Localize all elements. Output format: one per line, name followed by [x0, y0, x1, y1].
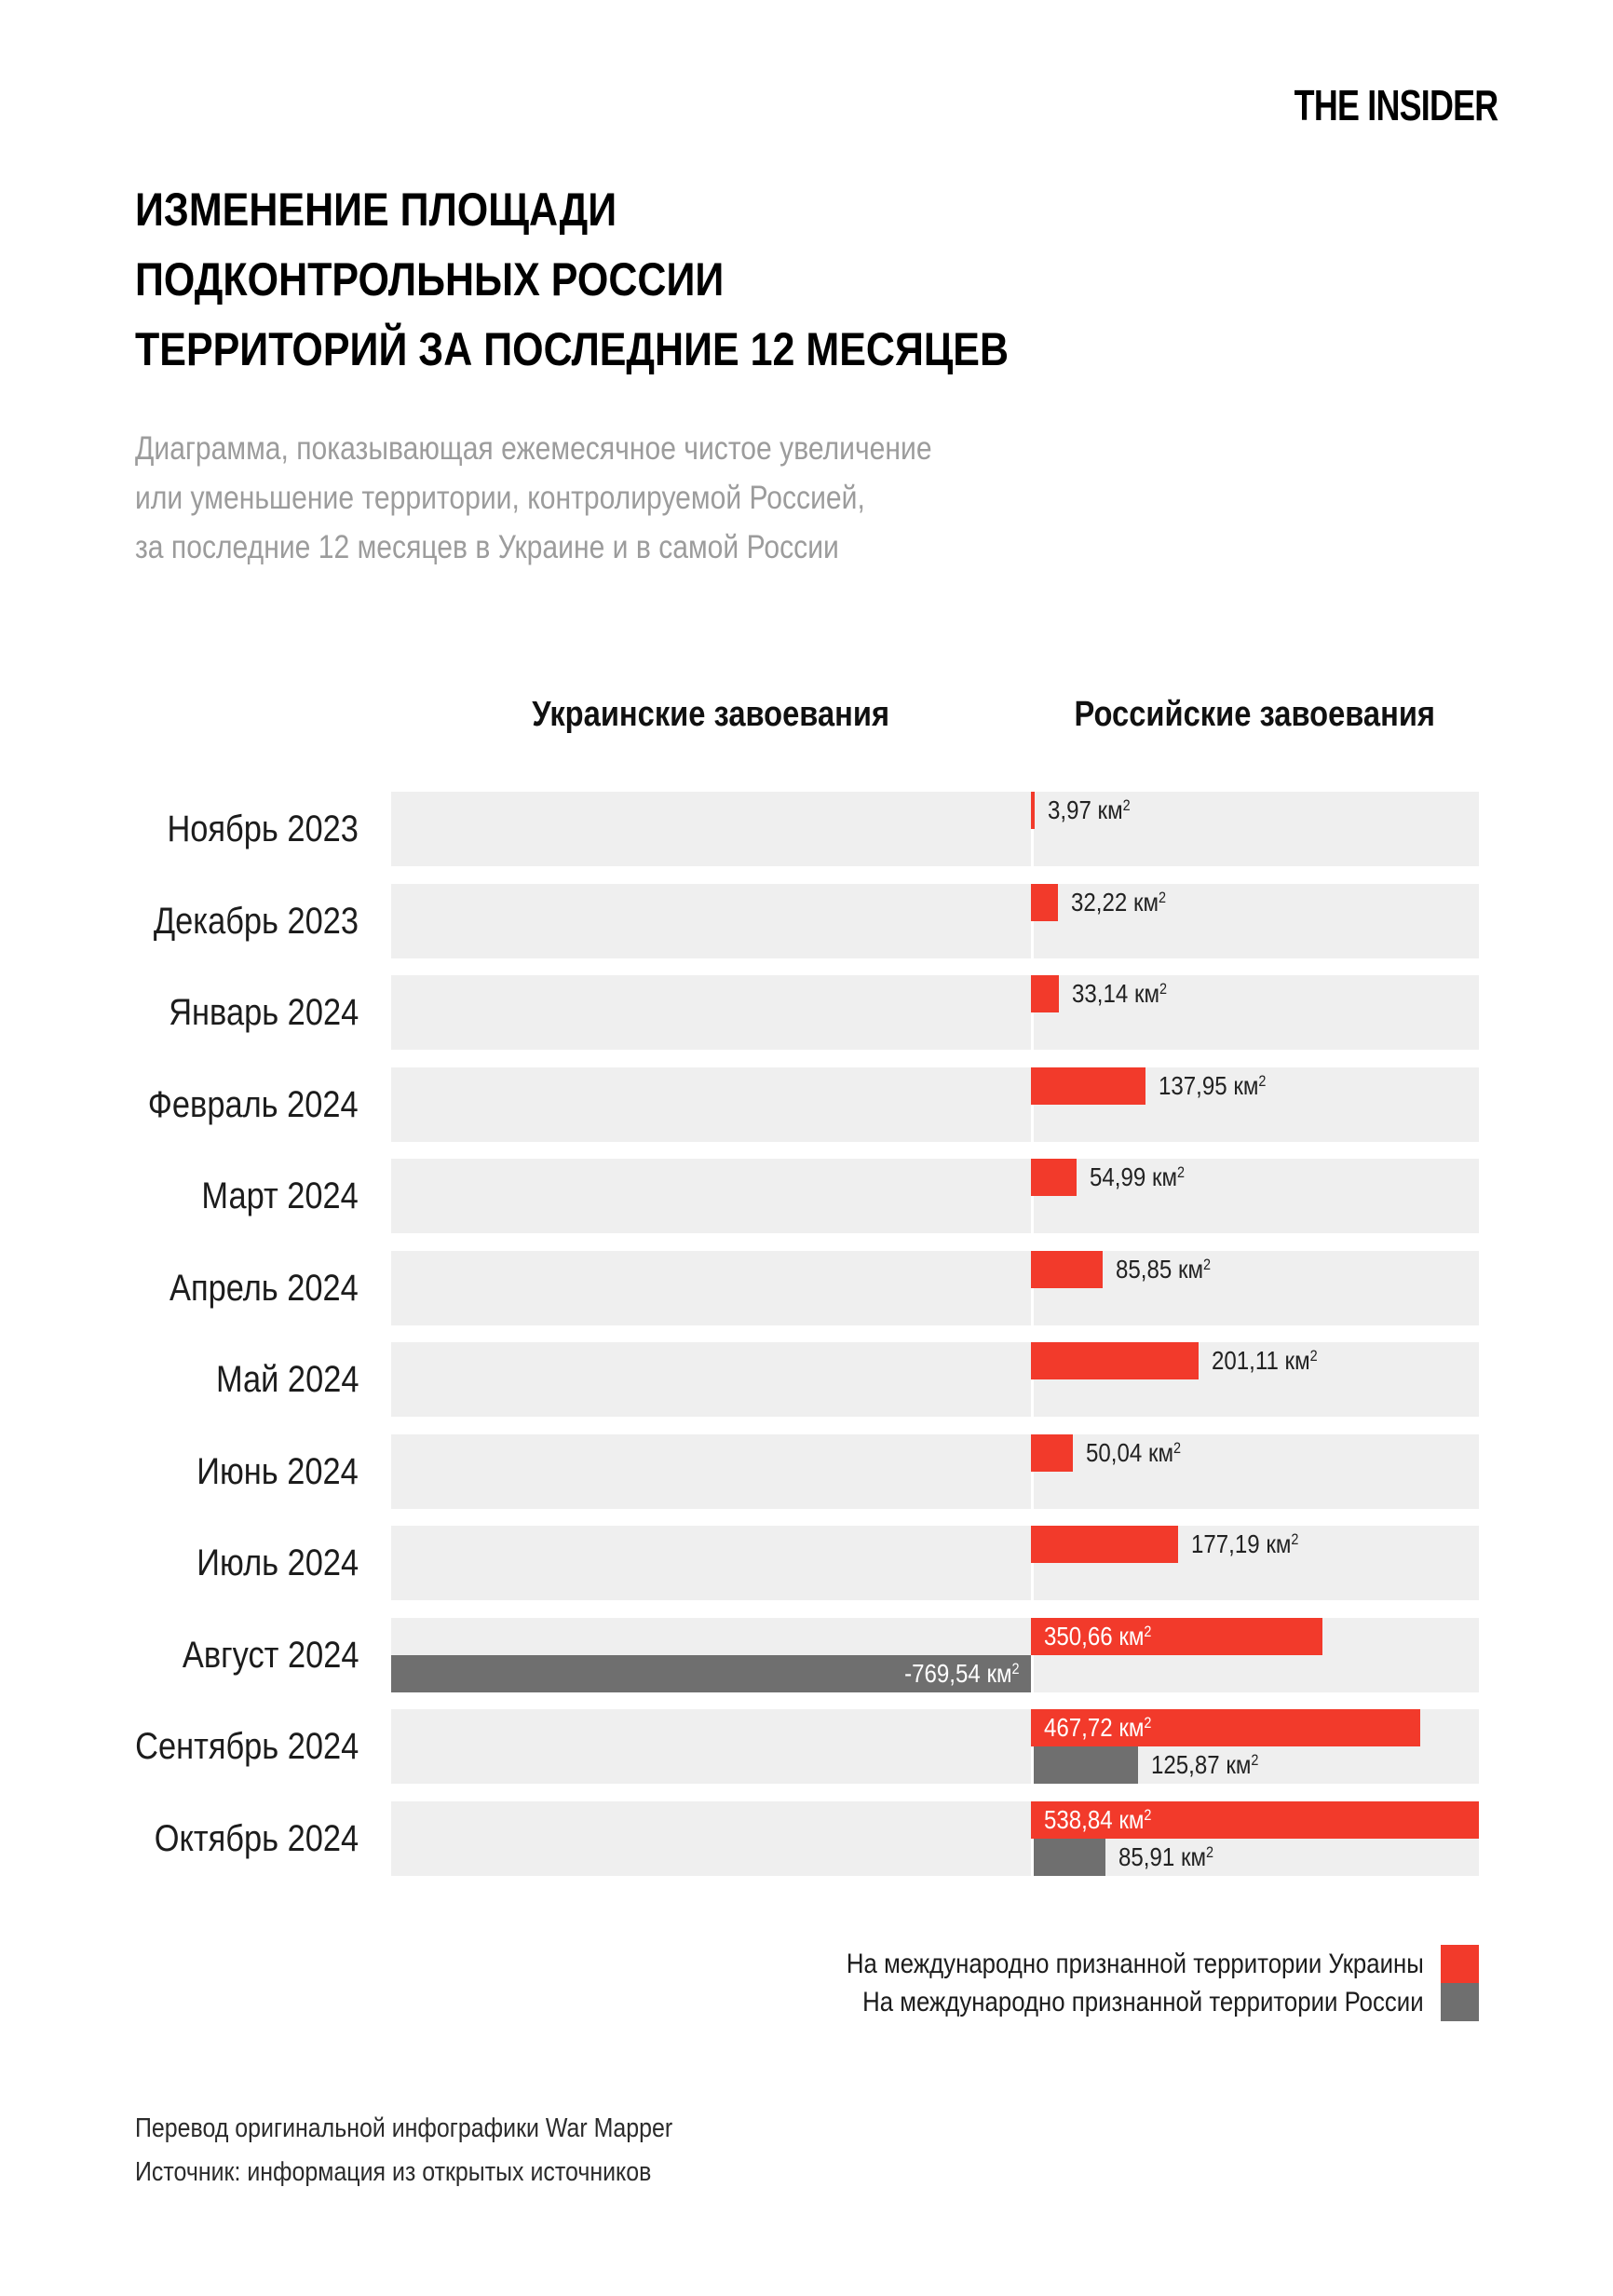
chart-row	[0, 792, 1613, 866]
bar-ukraine-territory	[1031, 1159, 1077, 1196]
bar-ukraine-territory	[1031, 1434, 1073, 1472]
legend-swatch-ukraine	[1441, 1945, 1479, 1983]
bar-russia-territory	[1034, 1746, 1138, 1784]
chart-row	[0, 1342, 1613, 1417]
bar-ukraine-territory	[1031, 1251, 1103, 1288]
month-label	[0, 1618, 359, 1692]
value-label	[1071, 884, 1182, 921]
value-label	[1116, 1251, 1227, 1288]
month-label-text: Январь 2024	[168, 992, 359, 1033]
legend-label	[771, 1987, 1424, 2018]
month-label	[0, 1801, 359, 1876]
bar-ukraine-territory	[1031, 1526, 1178, 1563]
chart-row	[0, 1067, 1613, 1142]
value-label-text: -769,54 $км^2$	[904, 1658, 1020, 1688]
legend-item	[752, 1983, 1479, 2021]
month-label-text: Июнь 2024	[197, 1450, 359, 1492]
value-label-text: 177,19 $км^2$	[1191, 1529, 1299, 1558]
month-label-text: Июль 2024	[197, 1542, 359, 1583]
row-track	[391, 884, 1479, 958]
value-label-text: 350,66 $км^2$	[1043, 1621, 1152, 1651]
month-label-text: Ноябрь 2023	[167, 808, 359, 849]
value-label-text: 538,84 $км^2$	[1043, 1804, 1152, 1834]
bar-ukraine-territory	[1031, 975, 1059, 1012]
month-label-text: Сентябрь 2024	[134, 1726, 359, 1767]
bar-ukraine-territory	[1031, 1067, 1145, 1105]
month-label-text: Декабрь 2023	[153, 900, 359, 942]
value-label-text: 50,04 $км^2$	[1085, 1437, 1181, 1467]
value-label-text: 85,85 $км^2$	[1115, 1254, 1211, 1284]
value-label-text: 467,72 $км^2$	[1043, 1713, 1152, 1742]
month-label-text: Март 2024	[201, 1175, 359, 1216]
month-label	[0, 1342, 359, 1417]
legend-label-text: На международно признанной территории Украины	[847, 1948, 1424, 1979]
page-title	[135, 175, 1151, 385]
row-track	[391, 1067, 1479, 1142]
bar-russia-territory	[1034, 1839, 1105, 1876]
month-label	[0, 1434, 359, 1509]
month-label-text: Февраль 2024	[148, 1083, 359, 1125]
column-header-ukrainian-gains: Украинские завоевания	[532, 695, 890, 734]
chart-row	[0, 1709, 1613, 1784]
month-label	[0, 792, 359, 866]
row-track	[391, 1342, 1479, 1417]
row-track	[391, 1159, 1479, 1233]
bar-ukraine-territory	[1031, 1342, 1199, 1379]
title-line-3: ТЕРРИТОРИЙ ЗА ПОСЛЕДНИЕ 12 МЕСЯЦЕВ	[135, 323, 1010, 375]
footer-credit: Перевод оригинальной инфографики War Mapper	[135, 2113, 673, 2143]
value-label	[1044, 1801, 1169, 1839]
value-label	[1159, 1067, 1283, 1105]
legend-swatch-russia	[1441, 1983, 1479, 2021]
footer-source: Источник: информация из открытых источников	[135, 2157, 652, 2187]
value-label-text: 3,97 $км^2$	[1047, 795, 1131, 824]
value-label	[1090, 1159, 1200, 1196]
title-line-2: ПОДКОНТРОЛЬНЫХ РОССИИ	[135, 253, 725, 306]
title-line-1: ИЗМЕНЕНИЕ ПЛОЩАДИ	[135, 183, 617, 236]
month-label-text: Август 2024	[182, 1634, 359, 1676]
value-label-text: 137,95 $км^2$	[1159, 1070, 1267, 1100]
value-label	[1212, 1342, 1335, 1379]
row-track	[391, 792, 1479, 866]
chart-row	[0, 1159, 1613, 1233]
subtitle-line-2: или уменьшение территории, контролируемой Россией,	[135, 480, 865, 516]
chart-row	[0, 1801, 1613, 1876]
chart	[0, 792, 1613, 1893]
chart-row	[0, 1526, 1613, 1600]
brand-logo	[1237, 80, 1498, 130]
row-track	[391, 1801, 1479, 1876]
value-label	[1048, 792, 1144, 829]
value-label	[1044, 1618, 1169, 1655]
legend-label-text: На международно признанной территории России	[862, 1986, 1424, 2017]
value-label-text: 54,99 $км^2$	[1090, 1162, 1186, 1191]
row-track	[391, 975, 1479, 1050]
legend-label	[752, 1949, 1424, 1980]
page-subtitle	[135, 424, 1062, 572]
bar-ukraine-territory	[1031, 792, 1035, 829]
month-label	[0, 1526, 359, 1600]
legend-item	[752, 1945, 1479, 1983]
month-label-text: Апрель 2024	[169, 1267, 359, 1309]
value-label	[1151, 1746, 1276, 1784]
value-label	[1086, 1434, 1197, 1472]
value-label	[1191, 1526, 1316, 1563]
value-label-text: 33,14 $км^2$	[1071, 979, 1167, 1008]
row-track	[391, 1526, 1479, 1600]
row-track	[391, 1434, 1479, 1509]
month-label	[0, 1709, 359, 1784]
row-track	[391, 1618, 1479, 1692]
value-label	[886, 1655, 1020, 1692]
month-label	[0, 975, 359, 1050]
chart-row	[0, 1251, 1613, 1325]
subtitle-line-3: за последние 12 месяцев в Украине и в самой России	[135, 529, 839, 565]
value-label	[1118, 1839, 1229, 1876]
value-label-text: 125,87 $км^2$	[1151, 1750, 1259, 1779]
month-label	[0, 1159, 359, 1233]
value-label-text: 201,11 $км^2$	[1211, 1346, 1318, 1375]
value-label	[1072, 975, 1183, 1012]
month-label	[0, 1067, 359, 1142]
subtitle-line-1: Диаграмма, показывающая ежемесячное чистое увеличение	[135, 430, 932, 467]
month-label-text: Октябрь 2024	[154, 1817, 359, 1859]
bar-ukraine-territory	[1031, 884, 1058, 921]
legend	[752, 1945, 1479, 2021]
column-header-russian-gains: Российские завоевания	[1074, 695, 1436, 734]
value-label-text: 32,22 $км^2$	[1070, 887, 1166, 917]
month-label	[0, 884, 359, 958]
chart-row	[0, 975, 1613, 1050]
chart-row	[0, 1618, 1613, 1692]
chart-row	[0, 1434, 1613, 1509]
row-track	[391, 1251, 1479, 1325]
footer	[135, 2107, 760, 2194]
row-track	[391, 1709, 1479, 1784]
value-label-text: 85,91 $км^2$	[1118, 1841, 1213, 1871]
month-label-text: Май 2024	[215, 1359, 359, 1400]
month-label	[0, 1251, 359, 1325]
brand-logo-text: THE INSIDER	[1294, 81, 1498, 129]
chart-row	[0, 884, 1613, 958]
value-label	[1044, 1709, 1169, 1746]
